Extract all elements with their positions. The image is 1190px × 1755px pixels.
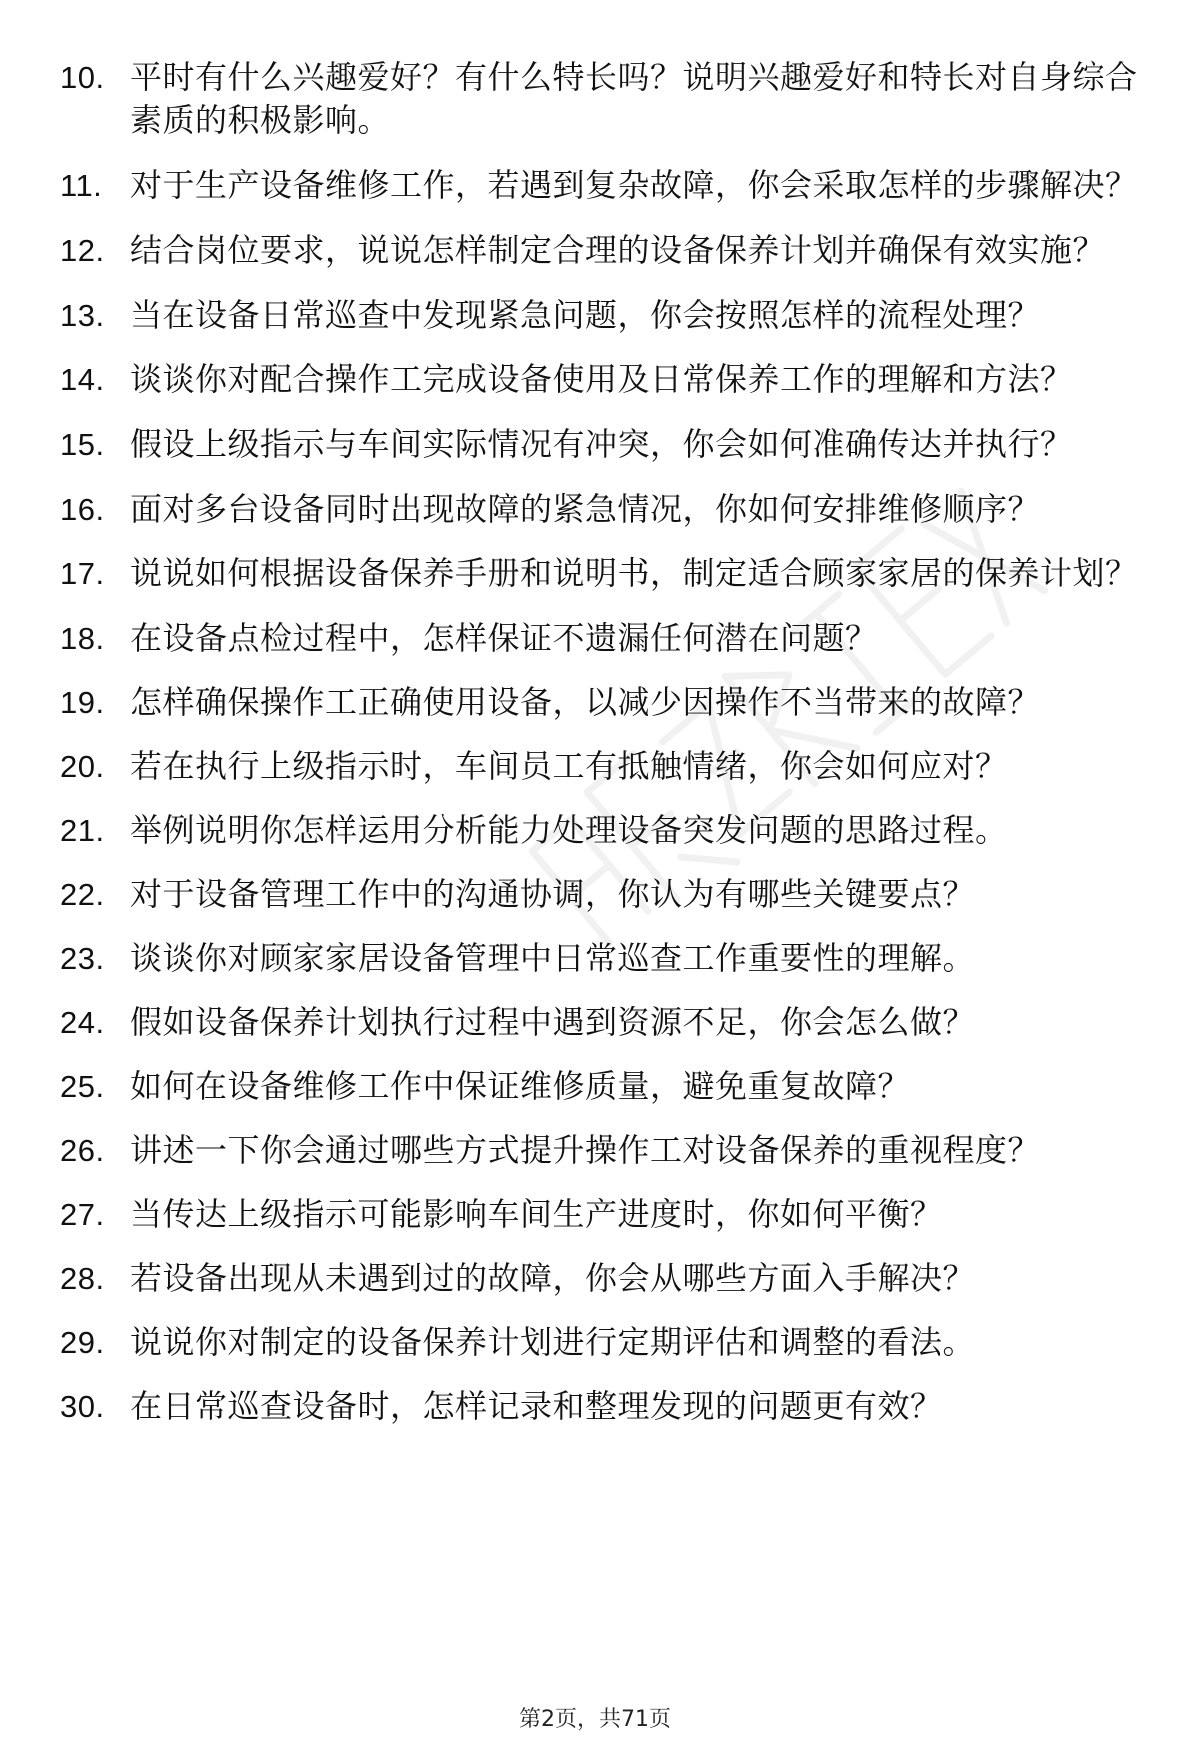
question-number: 18. <box>60 621 105 656</box>
question-text: 假设上级指示与车间实际情况有冲突，你会如何准确传达并执行？ <box>130 425 1073 463</box>
question-text: 谈谈你对配合操作工完成设备使用及日常保养工作的理解和方法？ <box>130 360 1073 398</box>
question-item <box>60 809 1150 852</box>
question-text: 怎样确保操作工正确使用设备，以减少因操作不当带来的故障？ <box>130 683 1041 721</box>
question-number: 26. <box>60 1133 105 1168</box>
question-text: 结合岗位要求，说说怎样制定合理的设备保养计划并确保有效实施？ <box>130 231 1106 269</box>
question-item <box>60 358 1150 401</box>
question-text: 当在设备日常巡查中发现紧急问题，你会按照怎样的流程处理？ <box>130 296 1041 334</box>
question-number: 23. <box>60 941 105 976</box>
question-number: 10. <box>60 60 105 95</box>
question-text: 讲述一下你会通过哪些方式提升操作工对设备保养的重视程度？ <box>130 1131 1041 1169</box>
question-item <box>60 873 1150 916</box>
question-number: 17. <box>60 556 105 591</box>
question-number: 25. <box>60 1069 105 1104</box>
question-text: 在设备点检过程中，怎样保证不遗漏任何潜在问题？ <box>130 619 878 657</box>
question-text: 面对多台设备同时出现故障的紧急情况，你如何安排维修顺序？ <box>130 490 1041 528</box>
question-text: 说说你对制定的设备保养计划进行定期评估和调整的看法。 <box>130 1323 976 1361</box>
question-text: 如何在设备维修工作中保证维修质量，避免重复故障？ <box>130 1067 911 1105</box>
question-text: 假如设备保养计划执行过程中遇到资源不足，你会怎么做？ <box>130 1003 976 1041</box>
question-number: 21. <box>60 813 105 848</box>
question-number: 12. <box>60 233 105 268</box>
question-number: 29. <box>60 1325 105 1360</box>
question-item <box>60 937 1150 980</box>
question-text: 谈谈你对顾家家居设备管理中日常巡查工作重要性的理解。 <box>130 939 976 977</box>
question-item <box>60 1065 1150 1108</box>
question-text: 说说如何根据设备保养手册和说明书，制定适合顾家家居的保养计划？ <box>130 554 1138 592</box>
page-number: 第2页，共71页 <box>519 1707 671 1732</box>
question-text: 对于生产设备维修工作，若遇到复杂故障，你会采取怎样的步骤解决？ <box>130 166 1138 204</box>
question-item <box>60 617 1150 660</box>
question-number: 13. <box>60 298 105 333</box>
question-number: 16. <box>60 492 105 527</box>
question-number: 24. <box>60 1005 105 1040</box>
question-text: 若在执行上级指示时，车间员工有抵触情绪，你会如何应对？ <box>130 747 1008 785</box>
question-number: 20. <box>60 749 105 784</box>
question-item <box>60 1129 1150 1172</box>
question-number: 30. <box>60 1389 105 1424</box>
question-item <box>60 1385 1150 1428</box>
question-number: 22. <box>60 877 105 912</box>
question-number: 11. <box>60 168 103 203</box>
question-item <box>60 488 1150 531</box>
question-item <box>60 56 1150 142</box>
question-list <box>60 56 1150 1449</box>
question-number: 28. <box>60 1261 105 1296</box>
question-number: 27. <box>60 1197 105 1232</box>
question-text: 当传达上级指示可能影响车间生产进度时，你如何平衡？ <box>130 1195 943 1233</box>
question-item <box>60 294 1150 337</box>
question-number: 19. <box>60 685 105 720</box>
question-text: 平时有什么兴趣爱好？有什么特长吗？说明兴趣爱好和特长对自身综合素质的积极影响。 <box>130 58 1138 139</box>
question-item <box>60 1321 1150 1364</box>
question-item <box>60 1193 1150 1236</box>
question-item <box>60 552 1150 595</box>
question-item <box>60 1257 1150 1300</box>
question-text: 若设备出现从未遇到过的故障，你会从哪些方面入手解决？ <box>130 1259 976 1297</box>
question-item <box>60 229 1150 272</box>
question-number: 14. <box>60 362 105 397</box>
question-item <box>60 745 1150 788</box>
question-item <box>60 164 1150 207</box>
question-text: 举例说明你怎样运用分析能力处理设备突发问题的思路过程。 <box>130 811 1008 849</box>
question-text: 对于设备管理工作中的沟通协调，你认为有哪些关键要点？ <box>130 875 976 913</box>
question-item <box>60 1001 1150 1044</box>
question-item <box>60 423 1150 466</box>
question-number: 15. <box>60 427 105 462</box>
question-text: 在日常巡查设备时，怎样记录和整理发现的问题更有效？ <box>130 1387 943 1425</box>
question-item <box>60 681 1150 724</box>
